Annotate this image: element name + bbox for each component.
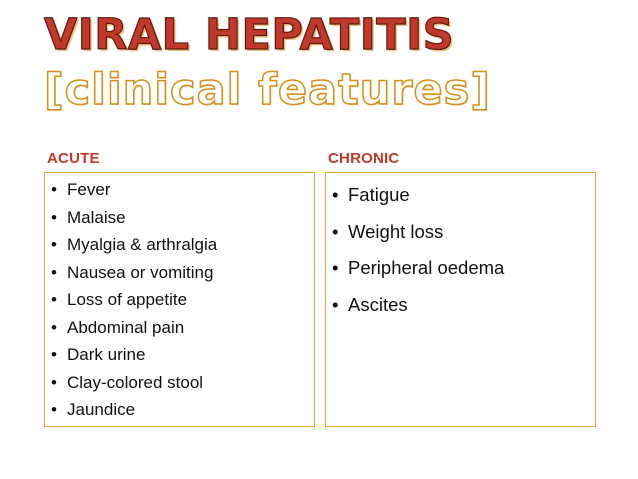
list-item-text: Fatigue [348, 184, 410, 205]
bullet-icon: • [51, 180, 57, 199]
bullet-icon: • [51, 207, 57, 227]
list-item-text: Jaundice [67, 400, 136, 419]
list-item-text: Weight loss [348, 220, 444, 242]
slide-title [44, 8, 624, 118]
list-item [51, 286, 308, 314]
bullet-icon: • [51, 345, 57, 364]
chronic-heading: CHRONIC [328, 150, 400, 167]
list-item [51, 341, 308, 369]
list-item [332, 214, 589, 251]
bullet-icon: • [332, 220, 339, 242]
bullet-icon: • [51, 235, 57, 254]
list-item [51, 369, 308, 397]
list-item [332, 250, 589, 287]
list-item-text: Myalgia & arthralgia [67, 235, 218, 254]
list-item-text: Nausea or vomiting [67, 262, 214, 282]
list-item-text: Fever [67, 180, 111, 199]
bullet-icon: • [51, 262, 57, 282]
list-item-text: Dark urine [67, 345, 146, 364]
list-item-text: Ascites [348, 293, 408, 315]
list-item-text: Clay-colored stool [67, 372, 204, 392]
title-bracket-text: [clinical features] [44, 65, 491, 115]
list-item-text: Peripheral oedema [348, 257, 505, 278]
list-item [51, 204, 308, 232]
acute-features-box [44, 172, 315, 427]
list-item-text: Malaise [67, 207, 126, 227]
bullet-icon: • [51, 290, 57, 309]
list-item [51, 396, 308, 424]
title-main-text: VIRAL HEPATITIS [44, 10, 455, 60]
chronic-features-list [332, 177, 589, 323]
bullet-icon: • [51, 372, 57, 392]
bullet-icon: • [332, 184, 339, 205]
list-item [51, 176, 308, 204]
acute-heading: ACUTE [47, 150, 100, 167]
list-item [332, 287, 589, 324]
chronic-features-box [325, 172, 596, 427]
acute-features-list [51, 176, 308, 424]
bullet-icon: • [51, 400, 57, 419]
list-item [51, 231, 308, 259]
bullet-icon: • [332, 257, 339, 278]
bullet-icon: • [51, 317, 57, 337]
list-item [332, 177, 589, 214]
list-item-text: Abdominal pain [67, 317, 185, 337]
list-item-text: Loss of appetite [67, 290, 188, 309]
list-item [51, 259, 308, 287]
bullet-icon: • [332, 293, 339, 315]
list-item [51, 314, 308, 342]
